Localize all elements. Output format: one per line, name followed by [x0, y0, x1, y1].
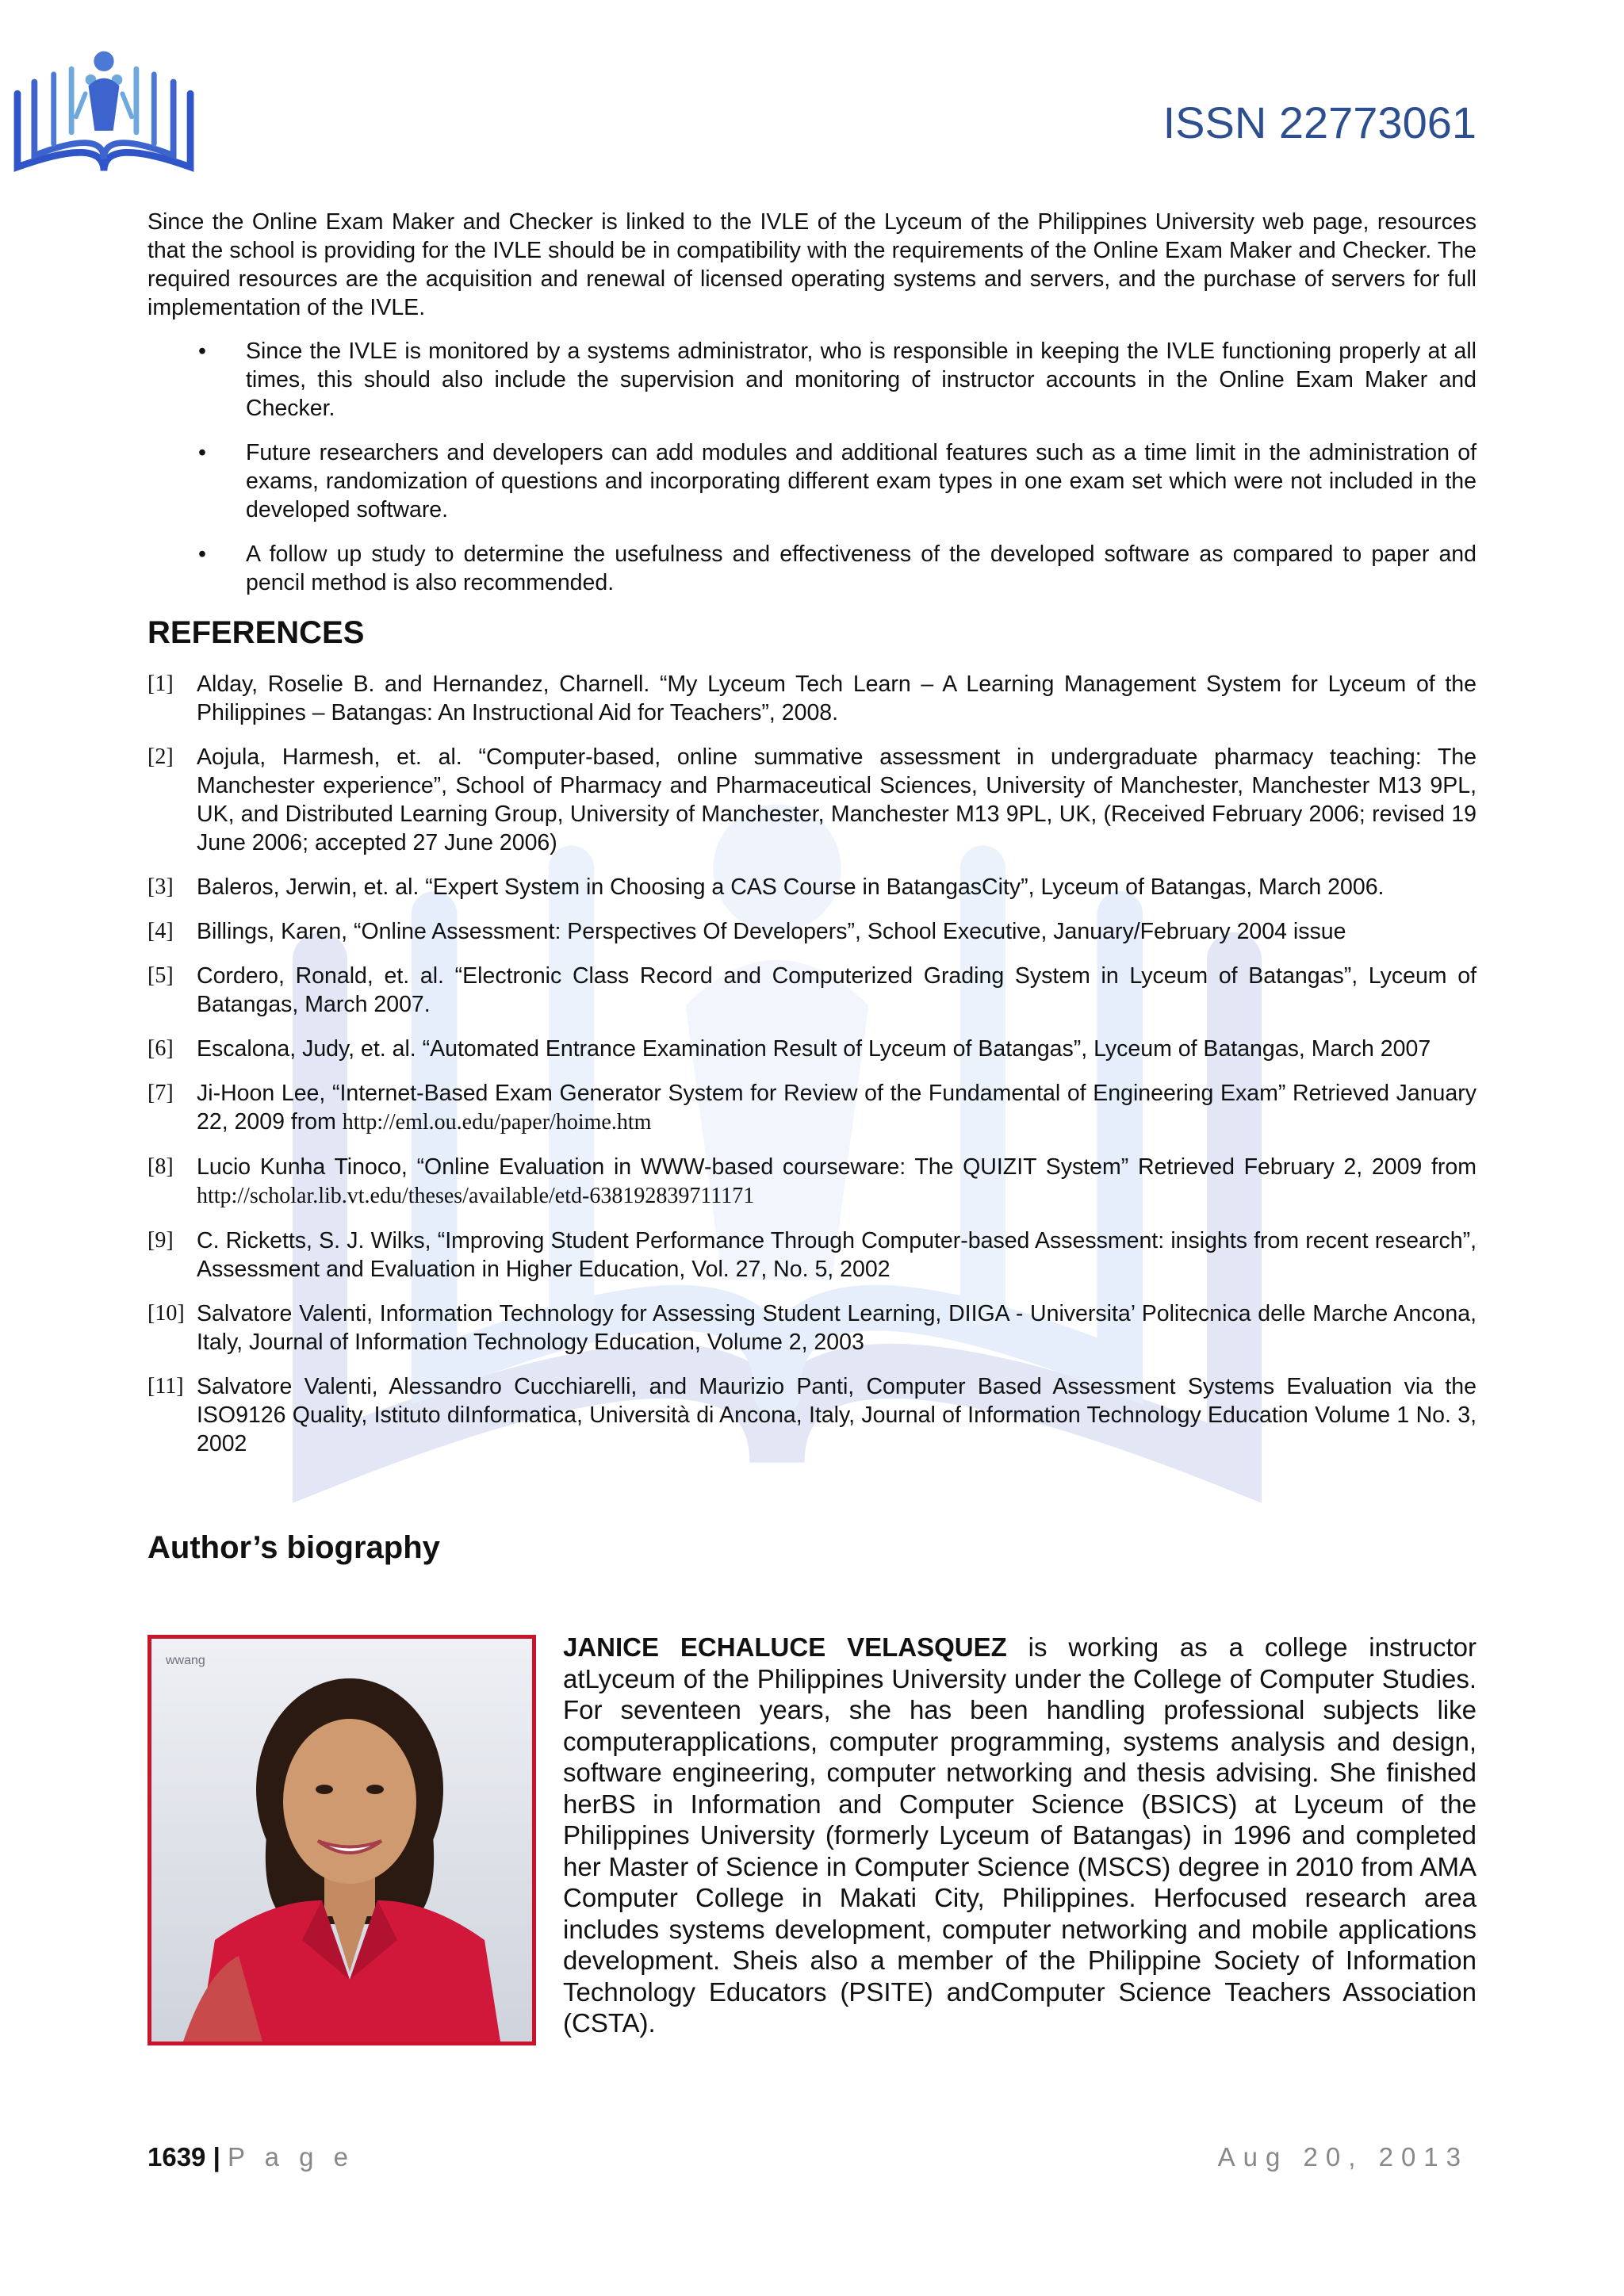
reference-text: Lucio Kunha Tinoco, “Online Evaluation in WWW-based courseware: The QUIZIT System” Retrieved February 2, 2009 from — [197, 1154, 1477, 1180]
reference-item — [147, 1226, 1477, 1284]
reference-number: [2] — [147, 744, 174, 769]
references-heading: REFERENCES — [147, 615, 365, 650]
reference-number: [4] — [147, 919, 174, 943]
footer-separator: | — [213, 2142, 220, 2172]
reference-number: [5] — [147, 963, 174, 988]
author-name: JANICE ECHALUCE VELASQUEZ — [563, 1632, 1007, 1662]
reference-item — [147, 873, 1477, 901]
biography-heading: Author’s biography — [147, 1530, 440, 1565]
reference-number: [11] — [147, 1374, 184, 1399]
reference-item — [147, 1079, 1477, 1137]
body-paragraph: Since the Online Exam Maker and Checker is linked to the IVLE of the Lyceum of the Philippines University web page, resources that the school is providing for the IVLE should be in compatibility with the requirements of the Online Exam Maker and Checker. The required resources are the acquisition and renewal of licensed operating systems and servers, and the purchase of servers for full implementation of the IVLE. — [147, 209, 1477, 320]
page-footer-left — [147, 2142, 354, 2172]
reference-text: Ji-Hoon Lee, “Internet-Based Exam Generator System for Review of the Fundamental of Engineering Exam” Retrieved January 22, 2009 from — [197, 1081, 1477, 1135]
reference-text: Escalona, Judy, et. al. “Automated Entrance Examination Result of Lyceum of Batangas”, Lyceum of Batangas, March 2007 — [197, 1036, 1431, 1062]
page-label: P a g e — [228, 2142, 354, 2172]
reference-text: Salvatore Valenti, Alessandro Cucchiarelli, and Maurizio Panti, Computer Based Assessment Systems Evaluation via the ISO9126 Quality, Istituto diInformatica, Università di Ancona, Italy, Journal of Information Technology Education Volume 1 No. 3, 2002 — [197, 1374, 1477, 1456]
bullet-item: • Future researchers and developers can add modules and additional features such as a time limit in the administration of exams, randomization of questions and incorporating different exam types in one exam set which were not included in the developed software. — [147, 438, 1477, 524]
reference-number: [3] — [147, 874, 174, 899]
journal-logo — [11, 40, 197, 186]
reference-number: [8] — [147, 1154, 174, 1179]
reference-url-link[interactable]: http://eml.ou.edu/paper/hoime.htm — [342, 1110, 652, 1135]
reference-text: Aojula, Harmesh, et. al. “Computer-based, online summative assessment in undergraduate pharmacy teaching: The Manchester experience”, School of Pharmacy and Pharmaceutical Sciences, University of Manchester, Manchester M13 9PL, UK, and Distributed Learning Group, University of Manchester, Manchester M13 9PL, UK, (Received February 2006; revised 19 June 2006; accepted 27 June 2006) — [197, 744, 1477, 855]
reference-text: Baleros, Jerwin, et. al. “Expert System in Choosing a CAS Course in BatangasCity”, Lyceum of Batangas, March 2006. — [197, 874, 1385, 900]
reference-number: [1] — [147, 672, 174, 696]
bullet-item: • A follow up study to determine the usefulness and effectiveness of the developed software as compared to paper and pencil method is also recommended. — [147, 540, 1477, 597]
publication-date: Aug 20, 2013 — [1217, 2142, 1469, 2172]
biography-body: is working as a college instructor atLyceum of the Philippines University under the College of Computer Studies. For seventeen years, she has been handling professional subjects like computerapplications, computer programming, systems analysis and design, software engineering, computer networking and thesis advising. She finished herBS in Information and Computer Science (BSICS) at Lyceum of the Philippines University (formerly Lyceum of Batangas) in 1996 and completed her Master of Science in Computer Science (MSCS) degree in 2010 from AMA Computer College in Makati City, Philippines. Herfocused research area includes systems development, computer networking and mobile applications development. Sheis also a member of the Philippine Society of Information Technology Educators (PSITE) andComputer Science Teachers Association (CSTA). — [563, 1632, 1477, 2038]
reference-item — [147, 1153, 1477, 1211]
reference-number: [7] — [147, 1081, 174, 1105]
recommendation-list — [147, 337, 1477, 613]
reference-text: Cordero, Ronald, et. al. “Electronic Class Record and Computerized Grading System in Lyceum of Batangas”, Lyceum of Batangas, March 2007. — [197, 963, 1477, 1017]
reference-list — [147, 670, 1477, 1474]
reference-number: [9] — [147, 1228, 174, 1253]
reference-item — [147, 670, 1477, 727]
reference-item — [147, 917, 1477, 946]
reference-item — [147, 962, 1477, 1019]
bullet-item: • Since the IVLE is monitored by a systems administrator, who is responsible in keeping the IVLE functioning properly at all times, this should also include the supervision and monitoring of instructor accounts in the Online Exam Maker and Checker. — [147, 337, 1477, 423]
reference-number: [6] — [147, 1036, 174, 1061]
reference-item — [147, 743, 1477, 857]
reference-number: [10] — [147, 1301, 185, 1326]
reference-text: Alday, Roselie B. and Hernandez, Charnell. “My Lyceum Tech Learn – A Learning Management System for Lyceum of the Philippines – Batangas: An Instructional Aid for Teachers”, 2008. — [197, 672, 1477, 725]
reference-item — [147, 1299, 1477, 1357]
reference-item — [147, 1372, 1477, 1458]
reference-text: C. Ricketts, S. J. Wilks, “Improving Student Performance Through Computer-based Assessment: insights from recent research”, Assessment and Evaluation in Higher Education, Vol. 27, No. 5, 2002 — [197, 1228, 1477, 1282]
author-portrait-image — [151, 1639, 532, 2042]
issn-header: ISSN 22773061 — [1162, 98, 1477, 147]
photographer-watermark-logo: wwang — [166, 1654, 205, 1667]
author-biography-text — [563, 1632, 1477, 2039]
reference-text: Billings, Karen, “Online Assessment: Perspectives Of Developers”, School Executive, January/February 2004 issue — [197, 919, 1346, 944]
reference-text: Salvatore Valenti, Information Technology for Assessing Student Learning, DIIGA - Universita’ Politecnica delle Marche Ancona, Italy, Journal of Information Technology Education, Volume 2, 2003 — [197, 1301, 1477, 1355]
reference-url-link[interactable]: http://scholar.lib.vt.edu/theses/available/etd-638192839711171 — [197, 1184, 755, 1208]
reference-item — [147, 1035, 1477, 1063]
page-number: 1639 — [147, 2142, 206, 2172]
author-photo — [147, 1635, 536, 2045]
